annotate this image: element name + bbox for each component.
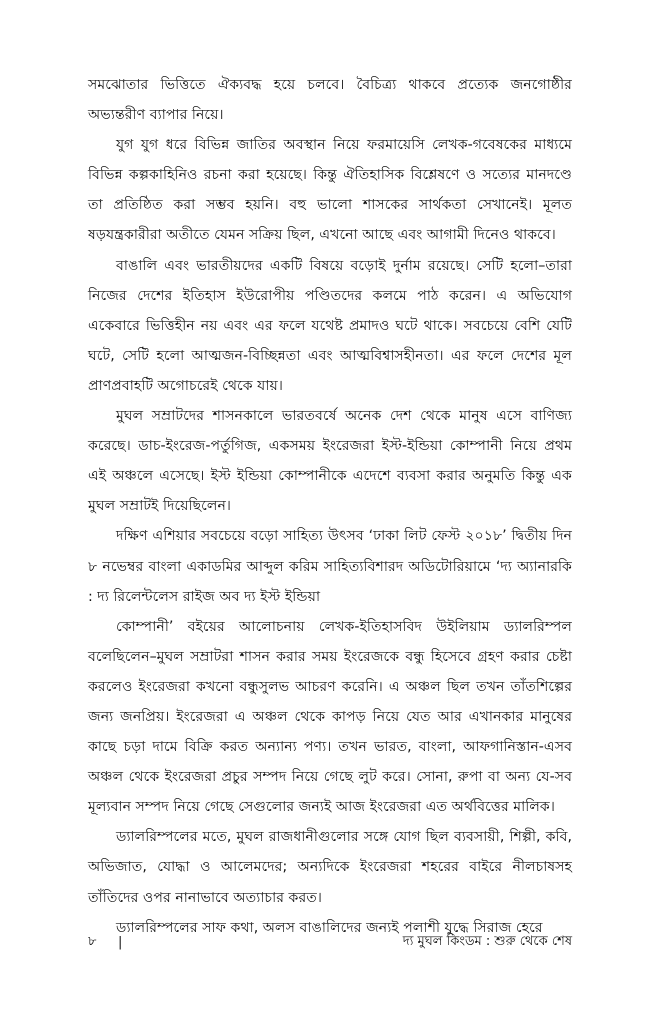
footer-separator: | [118,934,123,950]
paragraph-8: ড্যালরিম্পলের সাফ কথা, অলস বাঙালিদের জন্যই পলাশী যুদ্ধে সিরাজ হেরে [116,919,543,936]
paragraph-6: কোম্পানী’ বইয়ের আলোচনায় লেখক-ইতিহাসবিদ উইলিয়াম ড্যালরিম্পল বলেছিলেন–মুঘল সম্রাটরা শাসন করার সময় ইংরেজকে বন্ধু হিসেবে গ্রহণ করার চেষ্টা করলেও ইংরেজরা কখনো বন্ধুসুলভ আচরণ করেনি। এ অঞ্চল ছিল তখন তাঁতশিল্পের জন্য জনপ্রিয়। ইংরেজরা এ অঞ্চল থেকে কাপড় নিয়ে যেত আর এখানকার মানুষের কাছে চড়া দামে বিক্রি করত অন্যান্য পণ্য। তখন ভারত, বাংলা, আফগানিস্তান-এসব অঞ্চল থেকে ইংরেজরা প্রচুর সম্পদ নিয়ে গেছে লুট করে। সোনা, রুপা বা অন্য যে-সব মূল্যবান সম্পদ নিয়ে গেছে সেগুলোর জন্যই আজ ইংরেজরা এত অর্থবিত্তের মালিক। [88,618,572,816]
paragraph-5: দক্ষিণ এশিয়ার সবচেয়ে বড়ো সাহিত্য উৎসব ‘ঢাকা লিট ফেস্ট ২০১৮’ দ্বিতীয় দিন ৮ নভেম্বর বাংলা একাডমির আব্দুল করিম সাহিত্যবিশারদ অডিটোরিয়ামে ‘দ্য অ্যানারকি : দ্য রিলেন্টলেস রাইজ অব দ্য ইস্ট ইন্ডিয়া [88,528,572,605]
running-title: দ্য মুঘল কিংডম : শুরু থেকে শেষ [402,933,572,949]
paragraph-1: সমঝোতার ভিত্তিতে ঐক্যবদ্ধ হয়ে চলবে। বৈচিত্র্য থাকবে প্রত্যেক জনগোষ্ঠীর অভ্যন্তরীণ ব্যাপার নিয়ে। [88,77,572,124]
page-body [88,70,572,943]
paragraph-2: যুগ যুগ ধরে বিভিন্ন জাতির অবস্থান নিয়ে ফরমায়েসি লেখক-গবেষকের মাধ্যমে বিভিন্ন কল্পকাহিনিও রচনা করা হয়েছে। কিন্তু ঐতিহাসিক বিশ্লেষণে ও সত্যের মানদণ্ডে তা প্রতিষ্ঠিত করা সম্ভব হয়নি। বহু ভালো শাসকের সার্থকতা সেখানেই। মূলত ষড়যন্ত্রকারীরা অতীতে যেমন সক্রিয় ছিল, এখনো আছে এবং আগামী দিনেও থাকবে। [88,137,572,244]
paragraph-7: ড্যালরিম্পলের মতে, মুঘল রাজধানীগুলোর সঙ্গে যোগ ছিল ব্যবসায়ী, শিল্পী, কবি, অভিজাত, যোদ্ধা ও আলেমদের; অন্যদিকে ইংরেজরা শহরের বাইরে নীলচাষসহ তাঁতিদের ওপর নানাভাবে অত্যাচার করত। [88,829,572,906]
paragraph-3: বাঙালি এবং ভারতীয়দের একটি বিষয়ে বড়োই দুর্নাম রয়েছে। সেটি হলো–তারা নিজের দেশের ইতিহাস ইউরোপীয় পণ্ডিতদের কলমে পাঠ করেন। এ অভিযোগ একেবারে ভিত্তিহীন নয় এবং এর ফলে যথেষ্ট প্রমাদও ঘটে থাকে। সবচেয়ে বেশি যেটি ঘটে, সেটি হলো আত্মজন-বিচ্ছিন্নতা এবং আত্মবিশ্বাসহীনতা। এর ফলে দেশের মূল প্রাণপ্রবাহটি অগোচরেই থেকে যায়। [88,257,572,394]
paragraph-4: মুঘল সম্রাটদের শাসনকালে ভারতবর্ষে অনেক দেশ থেকে মানুষ এসে বাণিজ্য করেছে। ডাচ-ইংরেজ-পর্তুগিজ, একসময় ইংরেজরা ইস্ট-ইন্ডিয়া কোম্পানী নিয়ে প্রথম এই অঞ্চলে এসেছে। ইস্ট ইন্ডিয়া কোম্পানীকে এদেশে ব্যবসা করার অনুমতি কিন্তু এক মুঘল সম্রাটই দিয়েছিলেন। [88,408,572,515]
page-footer [88,930,572,954]
page-number: ৮ [88,933,97,949]
